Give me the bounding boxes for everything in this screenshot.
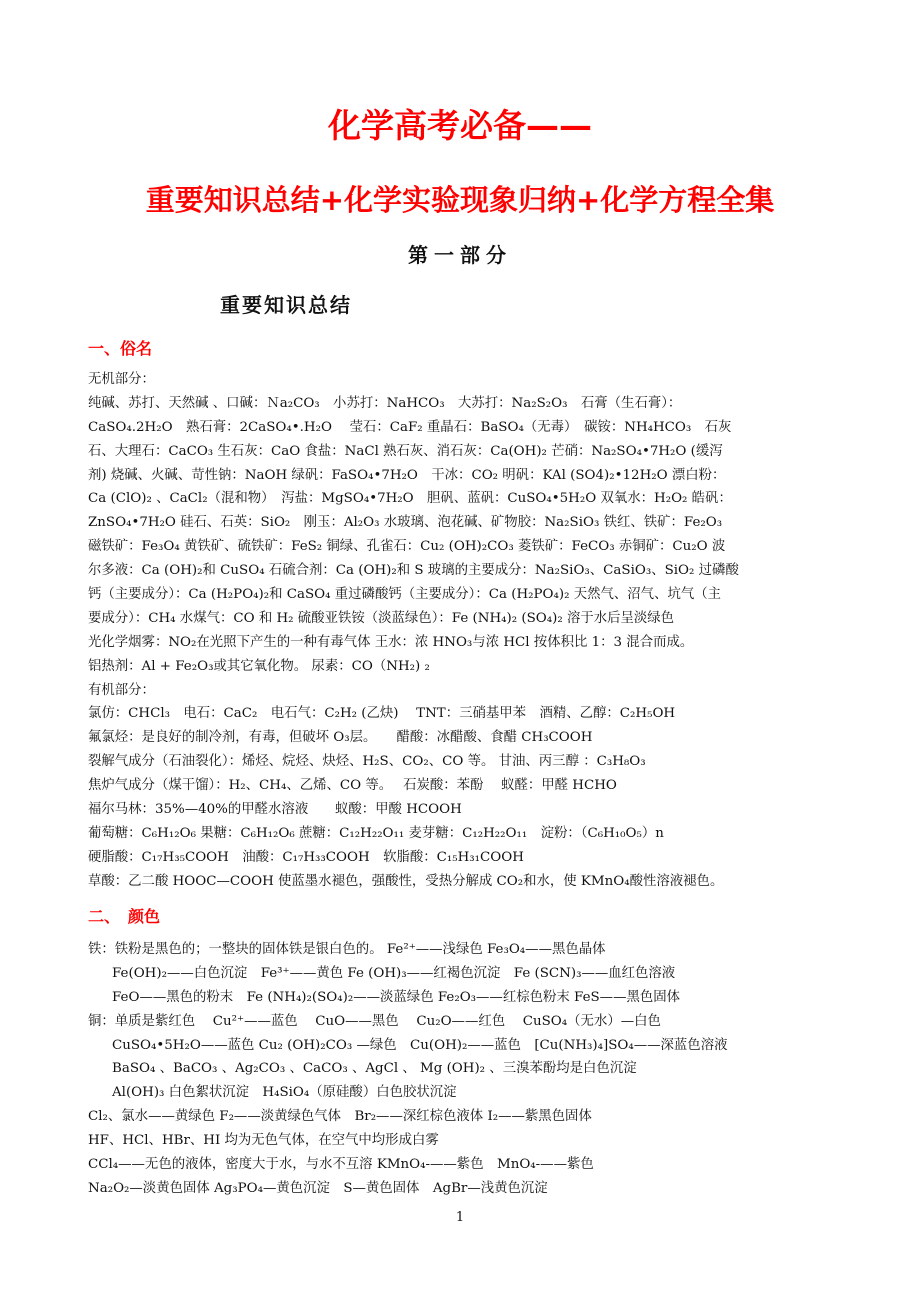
text-line: Al(OH)₃ 白色絮状沉淀 H₄SiO₄（原硅酸）白色胶状沉淀 [112, 1085, 457, 1101]
text-line: 纯碱、苏打、天然碱 、口碱：Ｎa₂CO₃ 小苏打：NaHCO₃ 大苏打：Na₂S₂O₃ 石膏（生石膏）： [88, 395, 682, 411]
text-line: CaSO₄.2H₂O 熟石膏：2CaSO₄•.H₂O 莹石：CaF₂ 重晶石：BaSO₄（无毒） 碳铵：NH₄HCO₃ 石灰 [88, 419, 732, 435]
page-subtitle: 重要知识总结+化学实验现象归纳+化学方程全集 [145, 183, 775, 217]
section-1-body [88, 368, 836, 894]
text-line: 草酸：乙二酸 HOOC—COOH 使蓝墨水褪色，强酸性，受热分解成 CO₂和水，使 KMnO₄酸性溶液褪色。 [88, 873, 724, 889]
section-2-title: 二、 颜色 [88, 907, 161, 926]
text-line: Ca (ClO)₂ 、CaCl₂（混和物） 泻盐：MgSO₄•7H₂O 胆矾、蓝矾：CuSO₄•5H₂O 双氧水：H₂O₂ 皓矾： [88, 491, 732, 507]
text-line: 无机部分： [88, 372, 155, 387]
text-line: Na₂O₂—淡黄色固体 Ag₃PO₄—黄色沉淀 S—黄色固体 AgBr—浅黄色沉淀 [88, 1180, 548, 1196]
text-line: 钙（主要成分）：Ca (H₂PO₄)₂和 CaSO₄ 重过磷酸钙（主要成分）：Ca (H₂PO₄)₂ 天然气、沼气、坑气（主 [88, 587, 722, 603]
text-line: CCl₄——无色的液体，密度大于水，与水不互溶 KMnO₄-——紫色 MnO₄-——紫色 [88, 1157, 594, 1173]
text-line: ZnSO₄•7H₂O 硅石、石英：SiO₂ 刚玉：Al₂O₃ 水玻璃、泡花碱、矿物胶：Na₂SiO₃ 铁红、铁矿：Fe₂O₃ [88, 515, 723, 531]
text-line: 尔多液：Ca (OH)₂和 CuSO₄ 石硫合剂：Ca (OH)₂和 S 玻璃的主要成分：Na₂SiO₃、CaSiO₃、SiO₂ 过磷酸 [88, 563, 739, 579]
section-1-title: 一、俗名 [88, 339, 153, 358]
text-line: 铁：铁粉是黑色的；一整块的固体铁是银白色的。 Fe²⁺——浅绿色 Fe₃O₄——黑色晶体 [88, 942, 606, 957]
text-line: 铜：单质是紫红色 Cu²⁺——蓝色 CuO——黑色 Cu₂O——红色 CuSO₄（无水）—白色 [88, 1013, 661, 1029]
text-line: 磁铁矿：Fe₃O₄ 黄铁矿、硫铁矿：FeS₂ 铜绿、孔雀石：Cu₂ (OH)₂CO₃ 菱铁矿：FeCO₃ 赤铜矿：Cu₂O 波 [88, 539, 726, 555]
text-line: 葡萄糖：C₆H₁₂O₆ 果糖：C₆H₁₂O₆ 蔗糖：C₁₂H₂₂O₁₁ 麦芽糖：C₁₂H₂₂O₁₁ 淀粉：（C₆H₁₀O₅）n [88, 825, 664, 841]
text-line: 石、大理石：CaCO₃ 生石灰：CaO 食盐：NaCl 熟石灰、消石灰：Ca(OH)₂ 芒硝：Na₂SO₄•7H₂O (缓泻 [88, 443, 723, 459]
text-line: 剂) 烧碱、火碱、苛性钠：NaOH 绿矾：FaSO₄•7H₂O 干冰：CO₂ 明矾：KAl (SO4)₂•12H₂O 漂白粉： [88, 467, 726, 483]
text-line: Cl₂、氯水——黄绿色 F₂——淡黄绿色气体 Br₂——深红棕色液体 I₂——紫黑色固体 [88, 1109, 592, 1125]
text-line: HF、HCl、HBr、HI 均为无色气体，在空气中均形成白雾 [88, 1133, 439, 1149]
page-number: 1 [455, 1210, 465, 1225]
text-line: Fe(OH)₂——白色沉淀 Fe³⁺——黄色 Fe (OH)₃——红褐色沉淀 Fe (SCN)₃——血红色溶液 [112, 965, 676, 981]
text-line: CuSO₄•5H₂O——蓝色 Cu₂ (OH)₂CO₃ —绿色 Cu(OH)₂——蓝色 [Cu(NH₃)₄]SO₄——深蓝色溶液 [112, 1037, 728, 1053]
text-line: 硬脂酸：C₁₇H₃₅COOH 油酸：C₁₇H₃₃COOH 软脂酸：C₁₅H₃₁COOH [88, 849, 524, 865]
text-line: BaSO₄ 、BaCO₃ 、Ag₂CO₃ 、CaCO₃ 、AgCl 、 Mg (OH)₂ 、三溴苯酚均是白色沉淀 [112, 1061, 637, 1077]
text-line: 要成分）：CH₄ 水煤气：CO 和 H₂ 硫酸亚铁铵（淡蓝绿色）：Fe (NH₄)₂ (SO₄)₂ 溶于水后呈淡绿色 [88, 610, 675, 626]
text-line: 光化学烟雾：NO₂在光照下产生的一种有毒气体 王水：浓 HNO₃与浓 HCl 按体积比 1：3 混合而成。 [88, 634, 694, 650]
text-line: FeO——黑色的粉末 Fe (NH₄)₂(SO₄)₂——淡蓝绿色 Fe₂O₃——红棕色粉末 FeS——黑色固体 [112, 989, 681, 1005]
text-line: 福尔马林：35%—40%的甲醛水溶液 蚁酸：甲酸 HCOOH [88, 802, 462, 818]
text-line: 铝热剂：Al + Fe₂O₃或其它氧化物。 尿素：CO（NH₂) ₂ [88, 658, 430, 674]
page-title: 化学高考必备—— [328, 106, 592, 145]
text-line: 焦炉气成分（煤干馏）：H₂、CH₄、乙烯、CO 等。 石炭酸：苯酚 蚁醛：甲醛 HCHO [88, 778, 617, 794]
text-line: 有机部分： [88, 682, 155, 698]
section-2-body [88, 938, 836, 1201]
text-line: 氟氯烃：是良好的制冷剂，有毒，但破坏 O₃层。 醋酸：冰醋酸、食醋 CH₃COOH [88, 730, 593, 746]
text-line: 氯仿：CHCl₃ 电石：CaC₂ 电石气：C₂H₂ (乙炔) TNT：三硝基甲苯 酒精、乙醇：C₂H₅OH [88, 706, 676, 722]
part-heading: 第一部分 [408, 243, 512, 267]
text-line: 裂解气成分（石油裂化）：烯烃、烷烃、炔烃、H₂S、CO₂、CO 等。 甘油、丙三醇 ：C₃H₈O₃ [88, 754, 646, 770]
section-heading: 重要知识总结 [220, 293, 352, 317]
